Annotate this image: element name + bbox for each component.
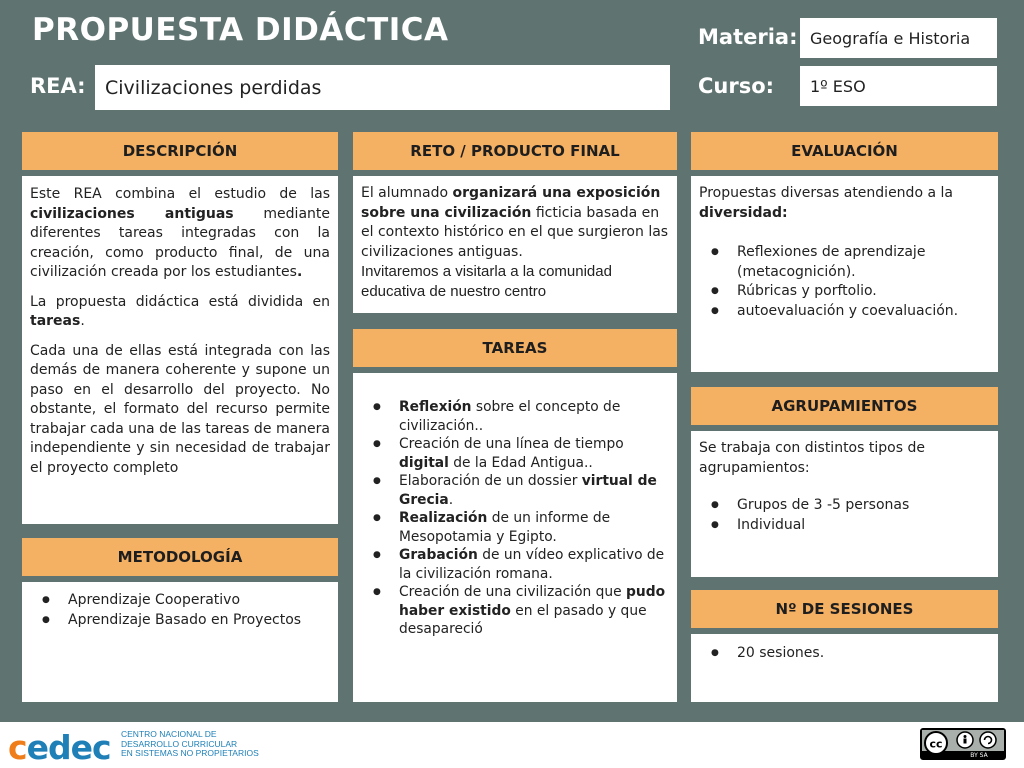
metodologia-box (22, 582, 338, 702)
list-item: ● 20 sesiones. (691, 644, 998, 664)
sesiones-box (691, 634, 998, 702)
list-item: ● Elaboración de un dossier virtual de Grecia. (353, 472, 667, 509)
svg-text:BY SA: BY SA (970, 752, 988, 758)
list-item: ● autoevaluación y coevaluación. (691, 302, 990, 322)
metodologia-heading: METODOLOGÍA (22, 538, 338, 576)
list-item: ● Individual (691, 516, 990, 536)
list-item: ● Creación de una civilización que pudo haber existido en el pasado y que desapareció (353, 583, 667, 639)
sesiones-heading: Nº DE SESIONES (691, 590, 998, 628)
cc-license-icon (920, 728, 1006, 760)
descripcion-p1: Este REA combina el estudio de las civilizaciones antiguas mediante diferentes tareas integradas con la creación, como producto final, de una civilización creada por los estudiantes. (30, 186, 330, 280)
cedec-subtitle: CENTRO NACIONAL DE DESARROLLO CURRICULAR EN SISTEMAS NO PROPIETARIOS (121, 729, 259, 758)
rea-label: REA: (30, 74, 86, 98)
reto-box (353, 176, 677, 313)
reto-heading: RETO / PRODUCTO FINAL (353, 132, 677, 170)
footer (0, 722, 1024, 768)
list-item: ● Grabación de un vídeo explicativo de la civilización romana. (353, 546, 667, 583)
tareas-heading: TAREAS (353, 329, 677, 367)
descripcion-box (22, 176, 338, 524)
descripcion-p2: La propuesta didáctica está dividida en tareas. (30, 293, 330, 329)
list-item: ● Realización de un informe de Mesopotamia y Egipto. (353, 509, 667, 546)
list-item: ● Reflexiones de aprendizaje (metacognición). (691, 243, 990, 282)
cedec-logo: cedec (8, 728, 111, 767)
evaluacion-intro: Propuestas diversas atendiendo a la diversidad: (699, 185, 953, 221)
descripcion-p3: Cada una de ellas está integrada con las demás de manera coherente y supone un paso en el desarrollo del proyecto. No obstante, el formato del recurso permite trabajar cada una de las tareas de manera independiente y sin necesidad de trabajar el proyecto completo (30, 342, 330, 476)
svg-text:cc: cc (929, 737, 943, 751)
list-item: ● Creación de una línea de tiempo digital de la Edad Antigua.. (353, 435, 667, 472)
evaluacion-box (691, 176, 998, 372)
agrupamientos-intro: Se trabaja con distintos tipos de agrupamientos: (699, 440, 925, 476)
reto-invite: Invitaremos a visitarla a la comunidad educativa de nuestro centro (361, 263, 612, 300)
evaluacion-heading: EVALUACIÓN (691, 132, 998, 170)
materia-label: Materia: (698, 25, 798, 49)
curso-label: Curso: (698, 74, 775, 98)
list-item: ● Reflexión sobre el concepto de civilización.. (353, 398, 667, 435)
list-item: ● Aprendizaje Basado en Proyectos (22, 611, 338, 631)
curso-field: 1º ESO (800, 66, 997, 106)
reto-text: El alumnado organizará una exposición sobre una civilización ficticia basada en el contexto histórico en el que surgieron las civilizaciones antiguas. (361, 185, 669, 260)
rea-field: Civilizaciones perdidas (95, 65, 670, 110)
tareas-box (353, 373, 677, 702)
materia-field: Geografía e Historia (800, 18, 997, 58)
descripcion-heading: DESCRIPCIÓN (22, 132, 338, 170)
list-item: ● Grupos de 3 -5 personas (691, 496, 990, 516)
page-title: PROPUESTA DIDÁCTICA (32, 12, 449, 48)
list-item: ● Aprendizaje Cooperativo (22, 591, 338, 611)
list-item: ● Rúbricas y porftolio. (691, 282, 990, 302)
agrupamientos-heading: AGRUPAMIENTOS (691, 387, 998, 425)
agrupamientos-box (691, 431, 998, 577)
